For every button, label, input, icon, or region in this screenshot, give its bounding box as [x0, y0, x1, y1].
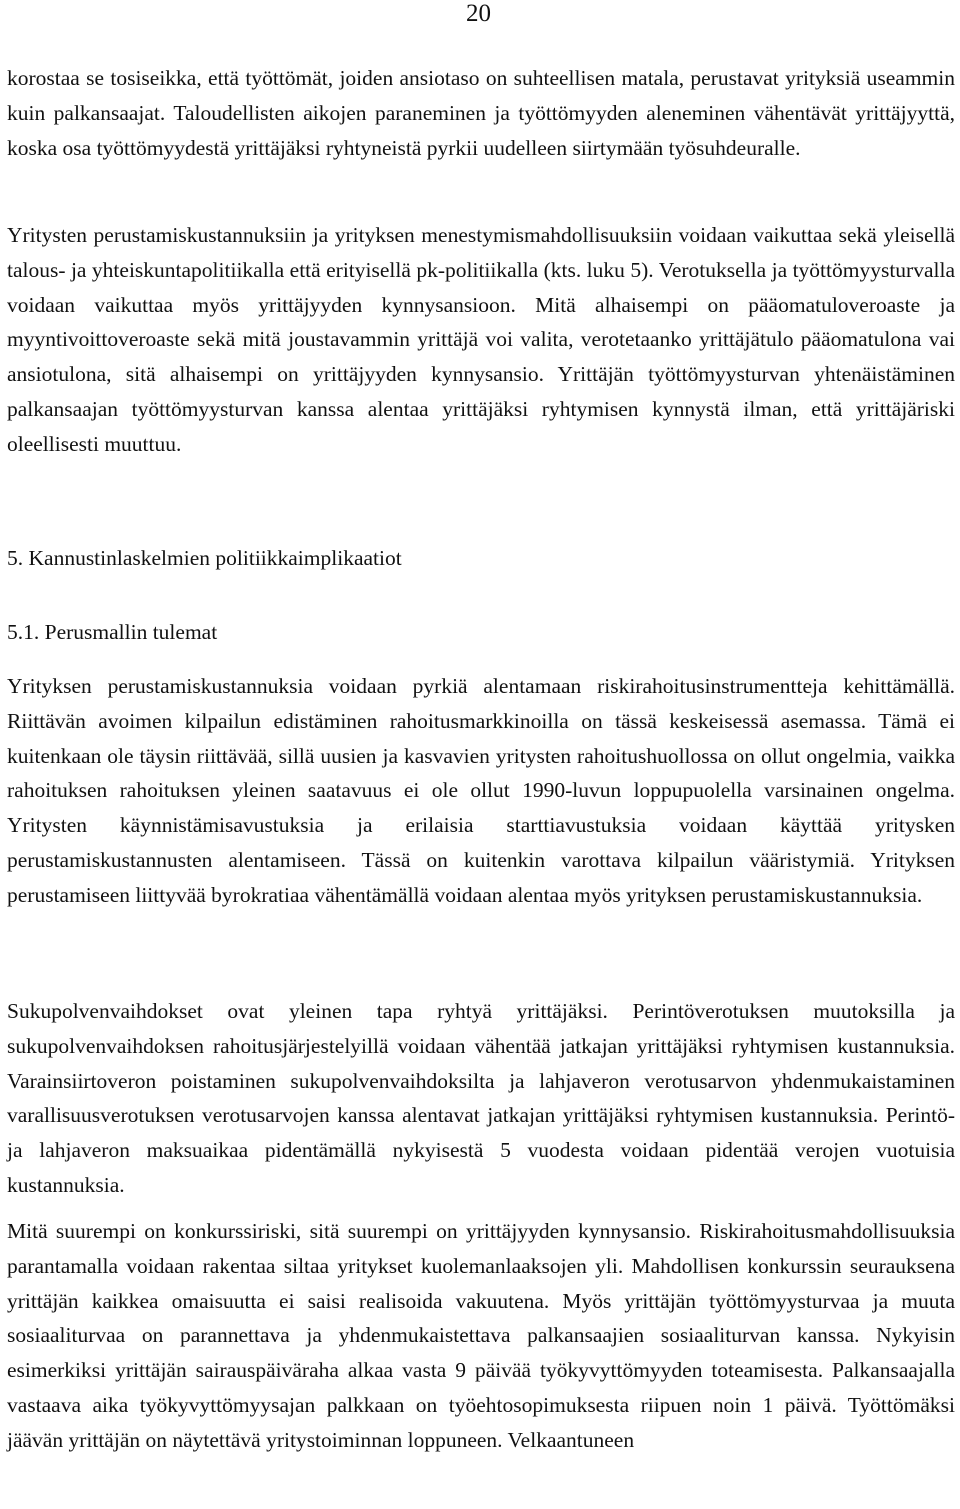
- page-number: 20: [466, 0, 491, 27]
- paragraph-intro: korostaa se tosiseikka, että työttömät, joiden ansiotaso on suhteellisen matala, perustavat yrityksiä useammin kuin palkansaajat. Taloudellisten aikojen paraneminen ja työttömyyden aleneminen vähentävät yrittäjyyttä, koska osa työttömyydestä yrittäjäksi ryhtyneistä pyrkii uudelleen siirtymään työsuhdeuralle.: [7, 66, 955, 160]
- paragraph-bankruptcy-risk: Mitä suurempi on konkurssiriski, sitä suurempi on yrittäjyyden kynnysansio. Riskirahoitusmahdollisuuksia parantamalla voidaan rakentaa siltaa yritykset kuolemanlaaksojen yli. Mahdollisen konkurssin seurauksena yrittäjän kaikkea omaisuutta ei saisi realisoida vakuutena. Myös yrittäjän työttömyysturvaa ja muuta sosiaaliturvaa on parannettava ja yhdenmukaistettava palkansaajien sosiaaliturvan kanssa. Nykyisin esimerkiksi yrittäjän sairauspäiväraha alkaa vasta 9 päivää työkyvyttömyyden toteamisesta. Palkansaajalla vastaava aika työkyvyttömyysajan palkkaan on työehtosopimuksesta riipuen noin 1 päivä. Työttömäksi jäävän yrittäjän on näytettävä yritystoiminnan loppuneen. Velkaantuneen: [7, 1219, 955, 1452]
- paragraph-succession: Sukupolvenvaihdokset ovat yleinen tapa ryhtyä yrittäjäksi. Perintöverotuksen muutoksilla ja sukupolvenvaihdoksen rahoitusjärjestelyillä voidaan vähentää jatkajan yrittäjäksi ryhtymisen kustannuksia. Varainsiirtoveron poistaminen sukupolvenvaihdoksilta ja lahjaveron verotusarvon yhdenmukaistaminen varallisuusverotuksen verotusarvojen kanssa alentavat jatkajan yrittäjäksi ryhtymisen kustannuksia. Perintö- ja lahjaveron maksuaikaa pidentämällä nykyisestä 5 vuodesta voidaan pidentää verojen vuotuisia kustannuksia.: [7, 999, 955, 1197]
- section-heading: 5. Kannustinlaskelmien politiikkaimplikaatiot: [7, 546, 402, 570]
- paragraph-startup-costs: Yrityksen perustamiskustannuksia voidaan pyrkiä alentamaan riskirahoitusinstrumentteja kehittämällä. Riittävän avoimen kilpailun edistäminen rahoitusmarkkinoilla on tässä keskeisessä asemassa. Tämä ei kuitenkaan ole täysin riittävää, sillä uusien ja kasvavien yritysten rahoitushuollossa on ollut ongelmia, vaikka rahoituksen rahoituksen yleinen saatavuus ei ole ollut 1990-luvun loppupuolella varsinainen ongelma. Yritysten käynnistämisavustuksia ja erilaisia starttiavustuksia voidaan käyttää yritysken perustamiskustannusten alentamiseen. Tässä on kuitenkin varottava kilpailun vääristymiä. Yrityksen perustamiseen liittyvää byrokratiaa vähentämällä voidaan alentaa myös yrityksen perustamiskustannuksia.: [7, 674, 955, 907]
- paragraph-policy: Yritysten perustamiskustannuksiin ja yrityksen menestymismahdollisuuksiin voidaan vaikuttaa sekä yleisellä talous- ja yhteiskuntapolitiikalla että erityisellä pk-politiikalla (kts. luku 5). Verotuksella ja työttömyysturvalla voidaan vaikuttaa myös yrittäjyyden kynnysansioon. Mitä alhaisempi on pääomatuloveroaste ja myyntivoittoveroaste sekä mitä joustavammin yrittäjä voi valita, verotetaanko yrittäjätulo pääomatulona vai ansiotulona, sitä alhaisempi on yrittäjyyden kynnysansio. Yrittäjän työttömyysturvan yhtenäistäminen palkansaajan työttömyysturvan kanssa alentaa yrittäjäksi ryhtymisen kynnystä ilman, että yrittäjäriski oleellisesti muuttuu.: [7, 223, 955, 456]
- subsection-heading: 5.1. Perusmallin tulemat: [7, 620, 218, 644]
